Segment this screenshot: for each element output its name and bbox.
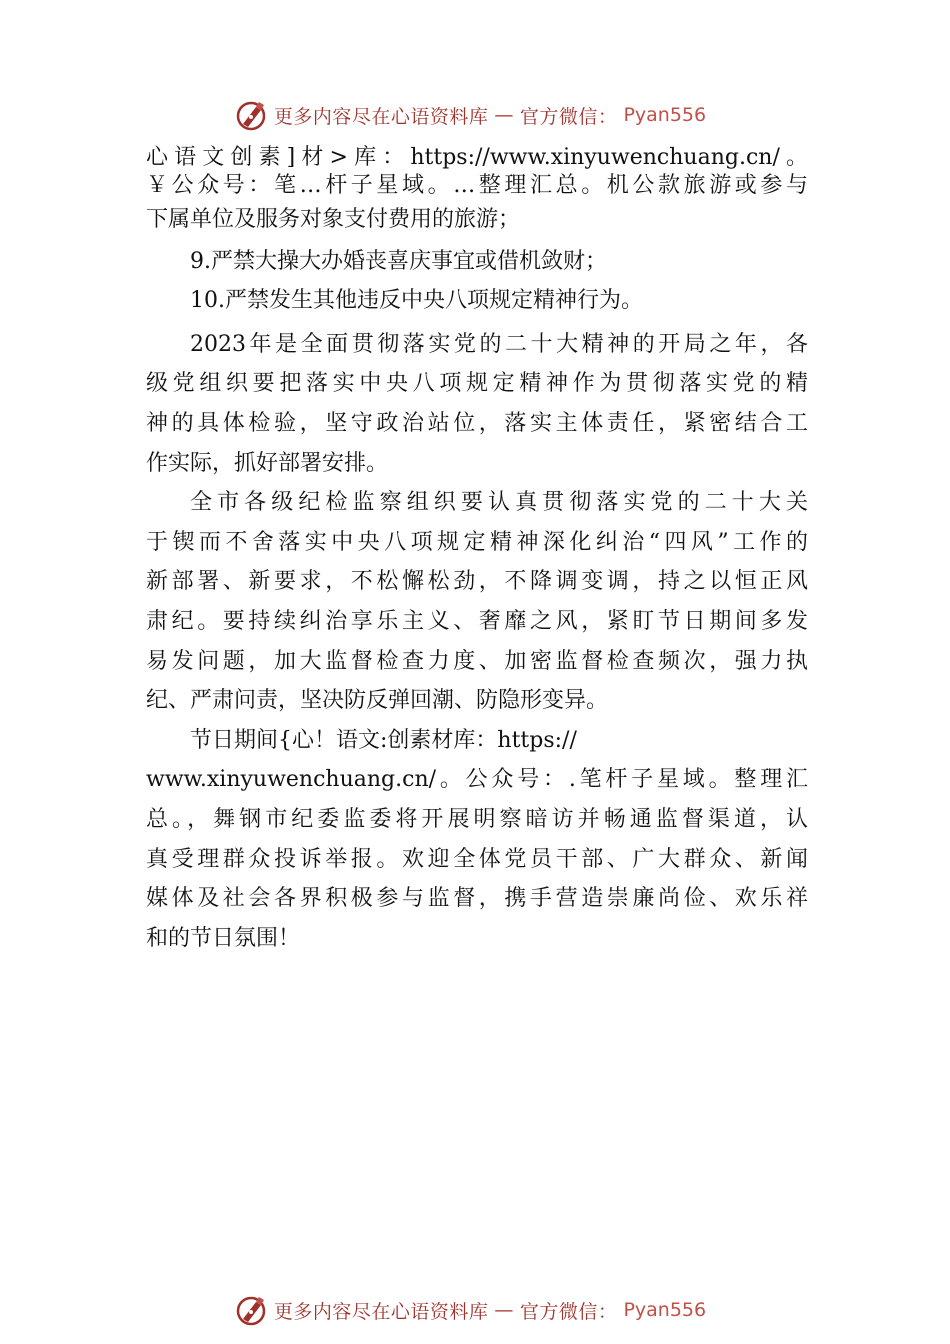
paragraph-line: 级党组织要把落实中央八项规定精神作为贯彻落实党的精 bbox=[146, 371, 808, 397]
header-banner bbox=[0, 95, 950, 135]
banner-dash: — bbox=[494, 104, 514, 126]
paragraph-line: 全市各级纪检监察组织要认真贯彻落实党的二十大关 bbox=[190, 490, 808, 516]
paragraph-line: 于锲而不舍落实中央八项规定精神深化纠治“四风”工作的 bbox=[146, 529, 808, 555]
paragraph-line: 总。，舞钢市纪委监委将开展明察暗访并畅通监督渠道，认 bbox=[146, 806, 808, 832]
paragraph-line: 节日期间{心！语文:创素材库：https:// bbox=[190, 727, 577, 753]
body-line: 心语文创素]材>库：https://www.xinyuwenchuang.cn/。 bbox=[146, 145, 808, 170]
document-body bbox=[146, 144, 808, 958]
banner-site-name: 更多内容尽在心语资料库 bbox=[273, 105, 489, 128]
footer-contact-label: 官方微信： bbox=[519, 1300, 618, 1323]
banner-wechat-id: Pyan556 bbox=[623, 104, 707, 126]
paragraph-line: 真受理群众投诉举报。欢迎全体党员干部、广大群众、新闻 bbox=[146, 846, 808, 872]
list-item: 10.严禁发生其他违反中央八项规定精神行为。 bbox=[190, 288, 643, 314]
body-line: 下属单位及服务对象支付费用的旅游； bbox=[146, 207, 521, 232]
paragraph-line: 2023年是全面贯彻落实党的二十大精神的开局之年，各 bbox=[190, 331, 808, 357]
paragraph-line: 神的具体检验，坚守政治站位，落实主体责任，紧密结合工 bbox=[146, 410, 808, 436]
pen-nib-logo-icon bbox=[234, 1293, 268, 1327]
paragraph-line: 肃纪。要持续纠治享乐主义、奢靡之风，紧盯节日期间多发 bbox=[146, 608, 808, 634]
footer-banner bbox=[0, 1290, 950, 1330]
footer-dash: — bbox=[494, 1299, 514, 1321]
paragraph-line: 作实际，抓好部署安排。 bbox=[146, 450, 389, 476]
paragraph-line: 和的节日氛围！ bbox=[146, 925, 301, 951]
pen-nib-logo-icon bbox=[234, 98, 268, 132]
paragraph-line: 易发问题，加大监督检查力度、加密监督检查频次，强力执 bbox=[146, 648, 808, 674]
footer-site-name: 更多内容尽在心语资料库 bbox=[273, 1300, 489, 1323]
paragraph-line: 媒体及社会各界积极参与监督，携手营造崇廉尚俭、欢乐祥 bbox=[146, 886, 808, 912]
paragraph-line: 新部署、新要求，不松懈松劲，不降调变调，持之以恒正风 bbox=[146, 569, 808, 595]
list-item: 9.严禁大操大办婚丧喜庆事宜或借机敛财； bbox=[190, 248, 607, 274]
banner-contact-label: 官方微信： bbox=[519, 105, 618, 128]
footer-wechat-id: Pyan556 bbox=[623, 1299, 707, 1321]
paragraph-line: www.xinyuwenchuang.cn/。公众号：.笔杆子星域。整理汇 bbox=[146, 767, 808, 793]
paragraph-line: 纪、严肃问责，坚决防反弹回潮、防隐形变异。 bbox=[146, 688, 609, 714]
body-line: ￥公众号：笔…杆子星域。…整理汇总。机公款旅游或参与 bbox=[146, 173, 808, 198]
